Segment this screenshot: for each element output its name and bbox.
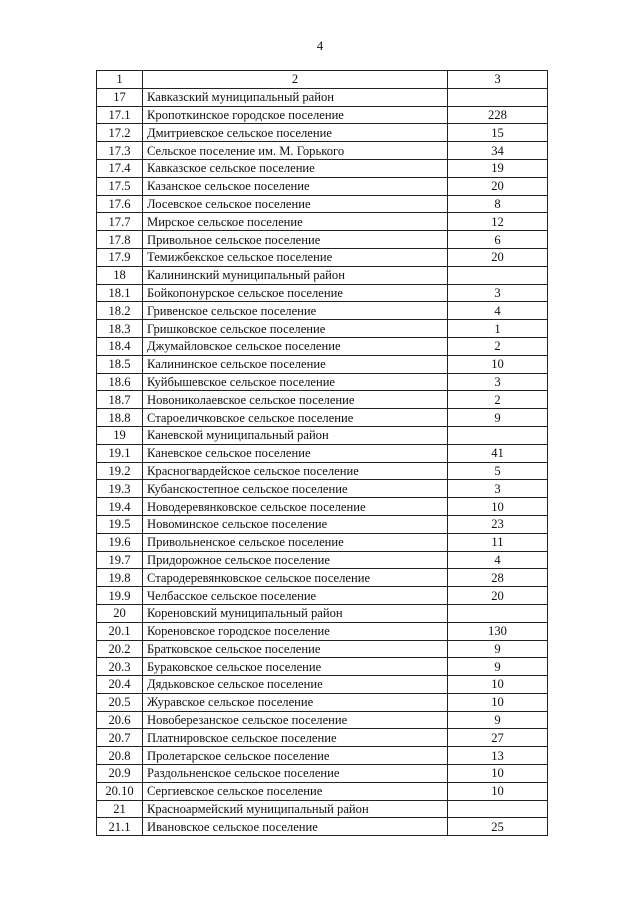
row-number: 17.4 [97, 159, 143, 177]
row-number: 20.9 [97, 765, 143, 783]
row-number: 18.4 [97, 337, 143, 355]
row-value: 9 [448, 658, 548, 676]
table-row [97, 640, 548, 658]
table-row [97, 533, 548, 551]
row-value: 12 [448, 213, 548, 231]
row-number: 21.1 [97, 818, 143, 836]
row-name: Пролетарское сельское поселение [143, 747, 448, 765]
row-value: 8 [448, 195, 548, 213]
row-name: Красногвардейское сельское поселение [143, 462, 448, 480]
row-value: 20 [448, 177, 548, 195]
row-value: 4 [448, 551, 548, 569]
table-header-row [97, 71, 548, 89]
row-name: Лосевское сельское поселение [143, 195, 448, 213]
table-row [97, 462, 548, 480]
table-row [97, 106, 548, 124]
row-name: Темижбекское сельское поселение [143, 248, 448, 266]
row-number: 18.2 [97, 302, 143, 320]
table-row [97, 622, 548, 640]
table-row [97, 302, 548, 320]
row-name: Привольное сельское поселение [143, 231, 448, 249]
row-value: 23 [448, 515, 548, 533]
table-row [97, 711, 548, 729]
settlements-table [96, 70, 548, 836]
table-row [97, 498, 548, 516]
row-value: 9 [448, 409, 548, 427]
row-name: Бураковское сельское поселение [143, 658, 448, 676]
table-section-row [97, 88, 548, 106]
row-number: 20.4 [97, 676, 143, 694]
row-value: 10 [448, 498, 548, 516]
row-name: Новониколаевское сельское поселение [143, 391, 448, 409]
row-name: Мирское сельское поселение [143, 213, 448, 231]
row-number: 17 [97, 88, 143, 106]
row-number: 17.6 [97, 195, 143, 213]
row-name: Раздольненское сельское поселение [143, 765, 448, 783]
row-value [448, 88, 548, 106]
row-name: Братковское сельское поселение [143, 640, 448, 658]
row-number: 18.1 [97, 284, 143, 302]
row-value [448, 800, 548, 818]
table-row [97, 373, 548, 391]
row-name: Калининское сельское поселение [143, 355, 448, 373]
row-value: 10 [448, 355, 548, 373]
row-name: Дядьковское сельское поселение [143, 676, 448, 694]
row-value: 9 [448, 640, 548, 658]
row-name: Ивановское сельское поселение [143, 818, 448, 836]
row-name: Новодеревянковское сельское поселение [143, 498, 448, 516]
row-number: 20.6 [97, 711, 143, 729]
row-number: 17.3 [97, 142, 143, 160]
row-value: 9 [448, 711, 548, 729]
table-row [97, 231, 548, 249]
row-name: Кавказское сельское поселение [143, 159, 448, 177]
table-row [97, 337, 548, 355]
row-number: 19.4 [97, 498, 143, 516]
row-name: Стародеревянковское сельское поселение [143, 569, 448, 587]
table-row [97, 782, 548, 800]
table-row [97, 213, 548, 231]
row-number: 20.10 [97, 782, 143, 800]
table-section-row [97, 266, 548, 284]
row-number: 17.2 [97, 124, 143, 142]
table-row [97, 248, 548, 266]
table-section-row [97, 604, 548, 622]
table-row [97, 569, 548, 587]
row-name: Джумайловское сельское поселение [143, 337, 448, 355]
table-row [97, 818, 548, 836]
row-number: 18 [97, 266, 143, 284]
row-value: 20 [448, 587, 548, 605]
row-name: Платнировское сельское поселение [143, 729, 448, 747]
row-number: 19 [97, 426, 143, 444]
header-col-3: 3 [448, 71, 548, 89]
row-number: 19.8 [97, 569, 143, 587]
row-number: 19.9 [97, 587, 143, 605]
table-row [97, 444, 548, 462]
row-name: Кубанскостепное сельское поселение [143, 480, 448, 498]
row-name: Новоминское сельское поселение [143, 515, 448, 533]
table-row [97, 142, 548, 160]
row-name: Кореновский муниципальный район [143, 604, 448, 622]
row-number: 18.3 [97, 320, 143, 338]
row-value: 27 [448, 729, 548, 747]
row-value: 11 [448, 533, 548, 551]
row-name: Староеличковское сельское поселение [143, 409, 448, 427]
row-number: 17.7 [97, 213, 143, 231]
row-name: Журавское сельское поселение [143, 693, 448, 711]
row-value: 5 [448, 462, 548, 480]
row-value: 3 [448, 480, 548, 498]
table-row [97, 693, 548, 711]
row-number: 20.7 [97, 729, 143, 747]
row-name: Дмитриевское сельское поселение [143, 124, 448, 142]
header-col-1: 1 [97, 71, 143, 89]
page-number: 4 [316, 38, 324, 53]
row-value: 3 [448, 373, 548, 391]
row-value: 41 [448, 444, 548, 462]
table-row [97, 284, 548, 302]
row-value: 19 [448, 159, 548, 177]
row-value: 34 [448, 142, 548, 160]
table-row [97, 409, 548, 427]
table-row [97, 676, 548, 694]
row-name: Каневское сельское поселение [143, 444, 448, 462]
row-number: 19.6 [97, 533, 143, 551]
row-value: 2 [448, 391, 548, 409]
row-value: 10 [448, 782, 548, 800]
row-number: 20.8 [97, 747, 143, 765]
row-number: 20.2 [97, 640, 143, 658]
row-name: Кореновское городское поселение [143, 622, 448, 640]
row-number: 18.5 [97, 355, 143, 373]
header-col-2: 2 [143, 71, 448, 89]
table-row [97, 177, 548, 195]
row-value: 6 [448, 231, 548, 249]
row-name: Сельское поселение им. М. Горького [143, 142, 448, 160]
row-value: 1 [448, 320, 548, 338]
row-number: 18.8 [97, 409, 143, 427]
row-number: 19.7 [97, 551, 143, 569]
table-section-row [97, 800, 548, 818]
row-name: Привольненское сельское поселение [143, 533, 448, 551]
table-row [97, 320, 548, 338]
row-value [448, 426, 548, 444]
row-value: 4 [448, 302, 548, 320]
row-value: 10 [448, 765, 548, 783]
row-value: 228 [448, 106, 548, 124]
row-value: 28 [448, 569, 548, 587]
table-row [97, 124, 548, 142]
row-number: 18.7 [97, 391, 143, 409]
row-number: 18.6 [97, 373, 143, 391]
row-name: Красноармейский муниципальный район [143, 800, 448, 818]
row-name: Придорожное сельское поселение [143, 551, 448, 569]
row-name: Каневской муниципальный район [143, 426, 448, 444]
table-row [97, 765, 548, 783]
row-number: 20.5 [97, 693, 143, 711]
table-row [97, 480, 548, 498]
table-row [97, 551, 548, 569]
row-number: 17.1 [97, 106, 143, 124]
row-number: 19.5 [97, 515, 143, 533]
row-number: 17.5 [97, 177, 143, 195]
row-number: 19.1 [97, 444, 143, 462]
row-value [448, 604, 548, 622]
row-name: Гривенское сельское поселение [143, 302, 448, 320]
row-value: 2 [448, 337, 548, 355]
table-row [97, 729, 548, 747]
row-value: 25 [448, 818, 548, 836]
table-row [97, 159, 548, 177]
row-number: 20.1 [97, 622, 143, 640]
row-number: 20.3 [97, 658, 143, 676]
table-row [97, 515, 548, 533]
row-number: 20 [97, 604, 143, 622]
row-number: 17.9 [97, 248, 143, 266]
row-number: 17.8 [97, 231, 143, 249]
row-number: 19.3 [97, 480, 143, 498]
table-row [97, 587, 548, 605]
row-name: Гришковское сельское поселение [143, 320, 448, 338]
row-name: Калининский муниципальный район [143, 266, 448, 284]
row-name: Бойкопонурское сельское поселение [143, 284, 448, 302]
row-value [448, 266, 548, 284]
row-value: 20 [448, 248, 548, 266]
row-value: 10 [448, 693, 548, 711]
row-name: Кропоткинское городское поселение [143, 106, 448, 124]
table-section-row [97, 426, 548, 444]
row-name: Кавказский муниципальный район [143, 88, 448, 106]
table-row [97, 747, 548, 765]
row-number: 19.2 [97, 462, 143, 480]
row-name: Куйбышевское сельское поселение [143, 373, 448, 391]
row-value: 10 [448, 676, 548, 694]
row-name: Сергиевское сельское поселение [143, 782, 448, 800]
row-name: Новоберезанское сельское поселение [143, 711, 448, 729]
row-name: Казанское сельское поселение [143, 177, 448, 195]
table-row [97, 391, 548, 409]
table-row [97, 195, 548, 213]
row-value: 3 [448, 284, 548, 302]
row-value: 130 [448, 622, 548, 640]
row-name: Челбасское сельское поселение [143, 587, 448, 605]
row-value: 13 [448, 747, 548, 765]
row-number: 21 [97, 800, 143, 818]
row-value: 15 [448, 124, 548, 142]
table-row [97, 658, 548, 676]
table-row [97, 355, 548, 373]
